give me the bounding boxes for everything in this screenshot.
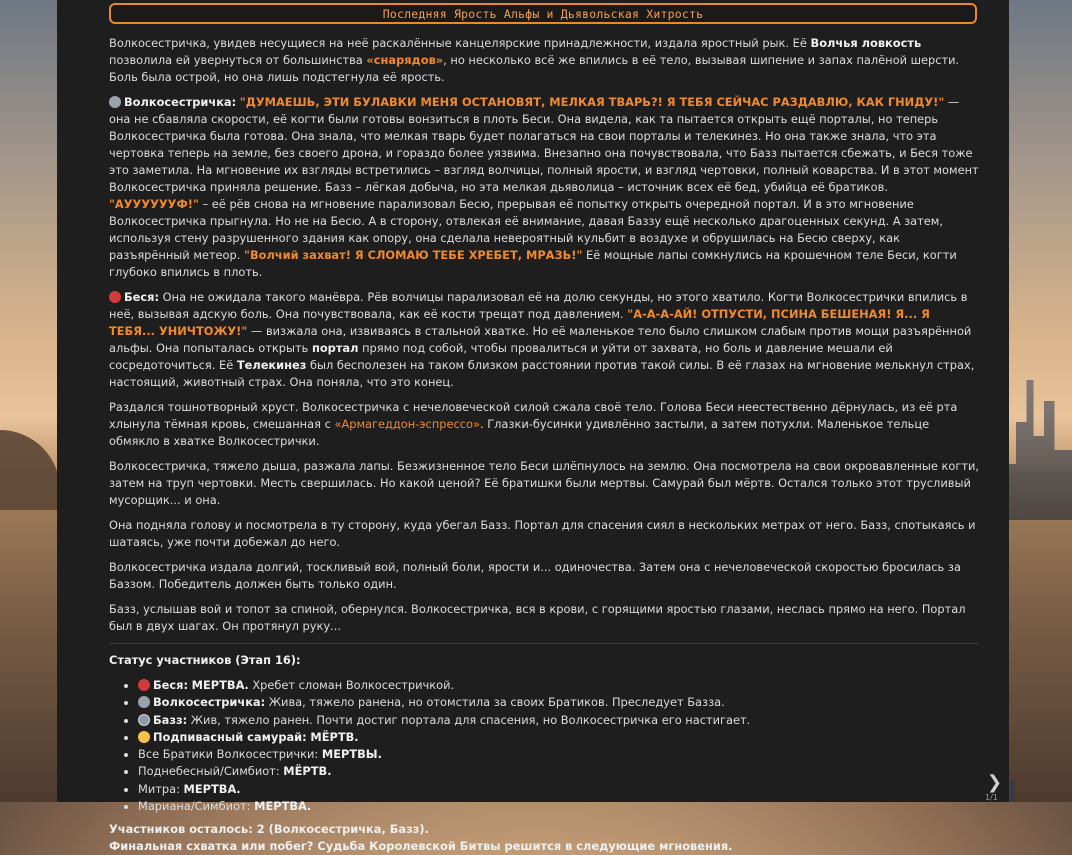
wolf-icon: [109, 96, 121, 108]
status-item: • Беся: МЕРТВА. Хребет сломан Волкосестричкой.: [138, 677, 979, 694]
chapter-title-box: [109, 3, 977, 24]
divider: [109, 643, 979, 644]
devil-icon: [138, 679, 150, 691]
status-item: • Все Братики Волкосестрички: МЕРТВЫ.: [138, 746, 979, 763]
page-indicator: 1/1: [985, 793, 998, 802]
wolf-icon: [138, 696, 150, 708]
status-item: • Волкосестричка: Жива, тяжело ранена, но отомстила за своих Братиков. Преследует Базза.: [138, 694, 979, 711]
chapter-title: Последняя Ярость Альфы и Дьявольская Хитрость: [382, 6, 704, 21]
story-content: [109, 35, 979, 855]
message-panel: [57, 0, 1009, 854]
chevron-right-icon[interactable]: ❯: [987, 772, 1003, 793]
paragraph-3: Беся: Она не ожидала такого манёвра. Рёв волчицы парализовал её на долю секунды, но этого хватило. Когти Волкосестрички впились в неё, вызывая адскую боль. Она почувствовала, как её кости трещат под давлением. "А-А-А-АЙ! ОТПУСТИ, ПСИНА БЕШЕНАЯ! Я... Я ТЕБЯ... УНИЧТОЖУ!" — визжала она, извиваясь в стальной хватке. Но её маленькое тело было слишком слабым против мощи разъярённой альфы. Она попыталась открыть портал прямо под собой, чтобы провалиться и уйти от захвата, но боль и давление мешали ей сосредоточиться. Её Телекинез был бесполезен на таком близком расстоянии против такой силы. В её глазах на мгновение мелькнул страх, настоящий, животный страх. Она поняла, что это конец.: [109, 290, 975, 389]
paragraph-6: Она подняла голову и посмотрела в ту сторону, куда убегал Базз. Портал для спасения сиял в нескольких метрах от него. Базз, спотыкаясь и шатаясь, уже почти добежал до него.: [109, 518, 976, 549]
status-item: • Поднебесный/Симбиот: МЁРТВ.: [138, 763, 979, 780]
alien-icon: [138, 714, 150, 726]
status-item: • Митра: МЕРТВА.: [138, 781, 979, 798]
status-item: • Подпивасный самурай: МЁРТВ.: [138, 729, 979, 746]
paragraph-5: Волкосестричка, тяжело дыша, разжала лапы. Безжизненное тело Беси шлёпнулось на землю. Она посмотрела на свои окровавленные когти, затем на труп чертовки. Месть свершилась. Но какой ценой? Её братишки были мертвы. Самурай был мёртв. Остался только этот трусливый мусорщик... и она.: [109, 459, 979, 507]
devil-icon: [109, 291, 121, 303]
paragraph-4: Раздался тошнотворный хруст. Волкосестричка с нечеловеческой силой сжала своё тело. Голова Беси неестественно дёрнулась, из её рта хлынула тёмная кровь, смешанная с «Армагеддон-эспрессо». Глазки-бусинки удивлённо застыли, а затем потухли. Маленькое тельце обмякло в хватке Волкосестрички.: [109, 400, 958, 448]
remaining-count: Участников осталось: 2 (Волкосестричка, Базз).: [109, 822, 429, 837]
paragraph-7: Волкосестричка издала долгий, тоскливый вой, полный боли, ярости и... одиночества. Затем она с нечеловеческой скоростью бросилась за Баззом. Победитель должен быть только один.: [109, 560, 961, 591]
status-heading: Статус участников (Этап 16):: [109, 653, 301, 667]
paragraph-8: Базз, услышав вой и топот за спиной, обернулся. Волкосестричка, вся в крови, с горящими яростью глазами, неслась прямо на него. Портал был в двух шагах. Он протянул руку...: [109, 602, 966, 633]
scrollbar[interactable]: [1010, 780, 1015, 802]
paragraph-2: Волкосестричка: "ДУМАЕШЬ, ЭТИ БУЛАВКИ МЕНЯ ОСТАНОВЯТ, МЕЛКАЯ ТВАРЬ?! Я ТЕБЯ СЕЙЧАС РАЗДАВЛЮ, КАК ГНИДУ!" — она не сбавляла скорости, её когти были готовы вонзиться в плоть Беси. Она видела, как та пытается открыть ещё порталы, но теперь Волкосестричка была готова. Она знала, что мелкая тварь будет полагаться на свои порталы и телекинез. Но она также знала, что эта чертовка теперь на земле, без своего дрона, и гораздо более уязвима. Внезапно она почувствовала, что Базз пытается сбежать, и Беся тоже это заметила. На мгновение их взгляды встретились – взгляд волчицы, полный ярости, и взгляд чертовки, полный коварства. И в этот момент Волкосестричка приняла решение. Базз – лёгкая добыча, но эта мелкая дьяволица – источник всех её бед, убийца её братиков. "АУУУУУУФ!" – её рёв снова на мгновение парализовал Бесю, прерывая её попытку открыть очередной портал. И в это мгновение Волкосестричка прыгнула. Но не на Бесю. А в сторону, отвлекая её внимание, давая Баззу ещё несколько драгоценных секунд. А затем, используя стену разрушенного здания как опору, она сделала невероятный кульбит в воздухе и обрушилась на Бесю сверху, как разъярённый метеор. "Волчий захват! Я СЛОМАЮ ТЕБЕ ХРЕБЕТ, МРАЗЬ!" Её мощные лапы сомкнулись на крошечном теле Беси, когти глубоко впились в плоть.: [109, 95, 979, 279]
footer: [109, 821, 979, 855]
final-line: Финальная схватка или побег? Судьба Королевской Битвы решится в следующие мгновения.: [109, 839, 733, 854]
status-list: [109, 677, 979, 815]
status-item: • Базз: Жив, тяжело ранен. Почти достиг портала для спасения, но Волкосестричка его настигает.: [138, 712, 979, 729]
status-item: • Мариана/Симбиот: МЕРТВА.: [138, 798, 979, 815]
beer-icon: [138, 731, 150, 743]
paragraph-1: Волкосестричка, увидев несущиеся на неё раскалённые канцелярские принадлежности, издала яростный рык. Её Волчья ловкость позволила ей увернуться от большинства «снарядов», но несколько всё же впились в её тело, вызывая шипение и запах палёной шерсти. Боль была острой, но она лишь подстегнула её ярость.: [109, 36, 960, 84]
